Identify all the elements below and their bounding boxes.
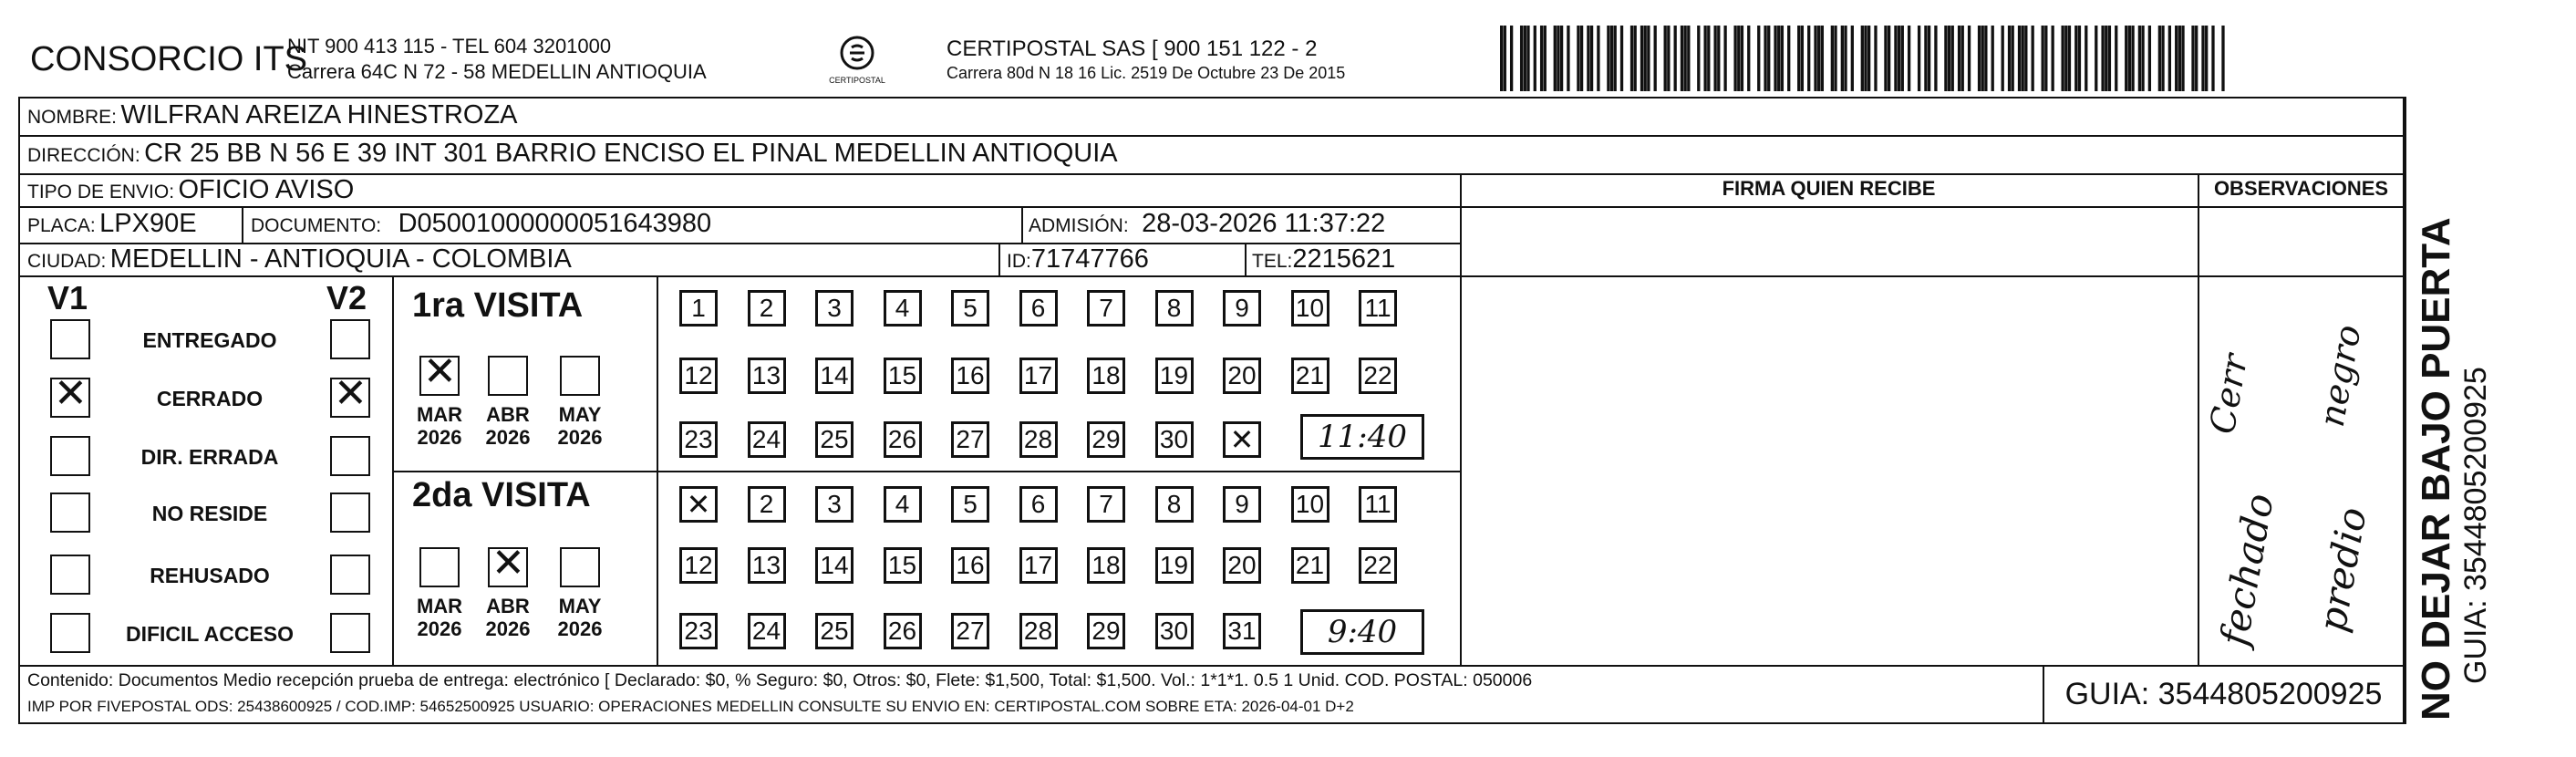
footer-imp: IMP POR FIVEPOSTAL ODS: 25438600925 / COD.IMP: 54652500925 USUARIO: OPERACIONES MEDELLIN CONSULTE SU ENVIO EN: CERTIPOSTAL.COM SOBRE ETA: 2026-04-01 D+2	[27, 698, 1354, 715]
day-box-27[interactable]: 27	[951, 421, 989, 458]
day-box-17[interactable]: 17	[1019, 547, 1058, 584]
day-box-28[interactable]: 28	[1019, 613, 1058, 649]
day-box-11[interactable]: 11	[1359, 486, 1397, 523]
day-box-4[interactable]: 4	[884, 486, 922, 523]
day-box-30[interactable]: 30	[1155, 421, 1194, 458]
day-box-14[interactable]: 14	[815, 358, 853, 394]
documento-row	[251, 209, 711, 239]
day-box-29[interactable]: 29	[1087, 421, 1125, 458]
month-checkbox-abr[interactable]	[488, 356, 528, 396]
day-box-10[interactable]: 10	[1291, 290, 1329, 327]
day-box-2[interactable]: 2	[748, 290, 786, 327]
month-check-mark: ✕	[491, 540, 525, 586]
admision-value: 28-03-2026 11:37:22	[1142, 209, 1386, 238]
admision-row	[1029, 209, 1385, 239]
side-notice	[2415, 217, 2493, 721]
first-visit-title: 1ra VISITA	[412, 286, 584, 325]
tipo-row	[27, 175, 354, 205]
state-label-0: ENTREGADO	[142, 328, 277, 352]
day-box-8[interactable]: 8	[1155, 486, 1194, 523]
day-box-5[interactable]: 5	[951, 290, 989, 327]
day-box-19[interactable]: 19	[1155, 358, 1194, 394]
day-box-1[interactable]: ✕	[679, 486, 718, 523]
day-box-29[interactable]: 29	[1087, 613, 1125, 649]
placa-row	[27, 209, 197, 239]
id-row	[1007, 244, 1149, 275]
day-box-14[interactable]: 14	[815, 547, 853, 584]
month-checkbox-mar[interactable]	[419, 547, 460, 587]
day-box-12[interactable]: 12	[679, 547, 718, 584]
nombre-value: WILFRAN AREIZA HINESTROZA	[120, 100, 518, 130]
v1-checkbox-2[interactable]	[50, 436, 90, 476]
day-box-31[interactable]: ✕	[1223, 421, 1261, 458]
day-box-21[interactable]: 21	[1291, 547, 1329, 584]
state-label-3: NO RESIDE	[151, 502, 268, 525]
month-year: 2026	[557, 426, 603, 449]
day-box-25[interactable]: 25	[815, 421, 853, 458]
day-box-22[interactable]: 22	[1359, 358, 1397, 394]
courier-license: Carrera 80d N 18 16 Lic. 2519 De Octubre 23 De 2015	[947, 64, 1346, 82]
certipostal-logo-icon	[839, 35, 875, 71]
placa-label: PLACA:	[27, 215, 96, 236]
v2-checkbox-0[interactable]	[330, 319, 370, 359]
day-box-24[interactable]: 24	[748, 613, 786, 649]
courier-name: CERTIPOSTAL SAS [ 900 151 122 - 2	[947, 36, 1318, 61]
month-label-mar: MAR	[416, 595, 463, 617]
month-year: 2026	[485, 617, 531, 640]
day-box-10[interactable]: 10	[1291, 486, 1329, 523]
tel-value: 2215621	[1292, 244, 1396, 274]
second-time: 9:40	[1327, 614, 1398, 650]
state-label-4: REHUSADO	[150, 564, 270, 587]
v1-checkbox-3[interactable]	[50, 493, 90, 533]
month-label-abr: ABR	[486, 403, 530, 426]
day-box-25[interactable]: 25	[815, 613, 853, 649]
nombre-label: NOMBRE:	[27, 107, 118, 128]
tipo-label: TIPO DE ENVIO:	[27, 181, 175, 202]
state-label-2: DIR. ERRADA	[140, 445, 279, 469]
day-box-23[interactable]: 23	[679, 421, 718, 458]
nombre-row	[27, 100, 518, 130]
day-box-20[interactable]: 20	[1223, 547, 1261, 584]
day-box-7[interactable]: 7	[1087, 486, 1125, 523]
month-label-mar: MAR	[416, 403, 463, 426]
v1-check-mark: ✕	[54, 370, 88, 417]
day-box-8[interactable]: 8	[1155, 290, 1194, 327]
day-box-28[interactable]: 28	[1019, 421, 1058, 458]
footer-contenido: Contenido: Documentos Medio recepción prueba de entrega: electrónico [ Declarado: $0, % Seguro: $0, Otros: $0, Flete: $1,500, Total: $1,500. Vol.: 1*1*1. 0.5 1 Unid. COD. POSTAL: 050006	[27, 670, 1533, 690]
obs-handwriting-3: fechado	[2211, 490, 2282, 649]
v2-checkbox-1[interactable]	[330, 370, 370, 418]
day-box-3[interactable]: 3	[815, 290, 853, 327]
obs-handwriting-4: predio	[2309, 503, 2375, 636]
v1-checkbox-5[interactable]	[50, 613, 90, 653]
month-year: 2026	[485, 426, 531, 449]
day-box-5[interactable]: 5	[951, 486, 989, 523]
barcode	[1500, 26, 2225, 91]
month-checkbox-may[interactable]	[560, 547, 600, 587]
day-box-16[interactable]: 16	[951, 358, 989, 394]
day-box-22[interactable]: 22	[1359, 547, 1397, 584]
day-box-6[interactable]: 6	[1019, 486, 1058, 523]
month-year: 2026	[417, 617, 462, 640]
day-box-2[interactable]: 2	[748, 486, 786, 523]
day-box-30[interactable]: 30	[1155, 613, 1194, 649]
company-name: CONSORCIO ITS	[30, 40, 308, 78]
footer-guia: GUIA: 3544805200925	[2064, 677, 2383, 711]
obs-handwriting-1: Cerr	[2201, 350, 2256, 438]
day-box-15[interactable]: 15	[884, 358, 922, 394]
month-label-may: MAY	[558, 403, 602, 426]
day-box-27[interactable]: 27	[951, 613, 989, 649]
placa-value: LPX90E	[99, 209, 197, 238]
admision-label: ADMISIÓN:	[1029, 215, 1129, 236]
day-box-23[interactable]: 23	[679, 613, 718, 649]
month-label-abr: ABR	[486, 595, 530, 617]
day-box-1[interactable]: 1	[679, 290, 718, 327]
id-value: 71747766	[1030, 244, 1149, 274]
v2-checkbox-2[interactable]	[330, 436, 370, 476]
month-checkbox-may[interactable]	[560, 356, 600, 396]
direccion-label: DIRECCIÓN:	[27, 145, 140, 166]
v1-checkbox-1[interactable]	[50, 370, 90, 418]
ciudad-row	[27, 244, 572, 275]
day-box-24[interactable]: 24	[748, 421, 786, 458]
second-time-box	[1300, 609, 1424, 655]
day-box-18[interactable]: 18	[1087, 358, 1125, 394]
month-year: 2026	[557, 617, 603, 640]
tel-row	[1252, 244, 1395, 275]
day-box-21[interactable]: 21	[1291, 358, 1329, 394]
v1-checkbox-4[interactable]	[50, 555, 90, 595]
month-label-may: MAY	[558, 595, 602, 617]
state-label-1: CERRADO	[156, 387, 264, 410]
v1-checkbox-0[interactable]	[50, 319, 90, 359]
v2-checkbox-5[interactable]	[330, 613, 370, 653]
v1-label: V1	[47, 279, 88, 316]
certipostal-logo	[825, 35, 889, 86]
day-box-13[interactable]: 13	[748, 358, 786, 394]
first-time: 11:40	[1318, 419, 1407, 455]
observaciones-header: OBSERVACIONES	[2213, 177, 2389, 200]
id-label: ID:	[1007, 251, 1031, 272]
day-box-31[interactable]: 31	[1223, 613, 1261, 649]
direccion-value: CR 25 BB N 56 E 39 INT 301 BARRIO ENCISO EL PINAL MEDELLIN ANTIOQUIA	[144, 139, 1118, 168]
day-box-13[interactable]: 13	[748, 547, 786, 584]
day-box-26[interactable]: 26	[884, 613, 922, 649]
company-nit: NIT 900 413 115 - TEL 604 3201000	[287, 35, 612, 57]
month-checkbox-abr[interactable]	[488, 540, 528, 587]
v2-checkbox-4[interactable]	[330, 555, 370, 595]
tipo-value: OFICIO AVISO	[178, 175, 355, 204]
second-visit-title: 2da VISITA	[412, 476, 591, 514]
day-box-4[interactable]: 4	[884, 290, 922, 327]
day-box-15[interactable]: 15	[884, 547, 922, 584]
day-box-20[interactable]: 20	[1223, 358, 1261, 394]
day-box-6[interactable]: 6	[1019, 290, 1058, 327]
day-box-9[interactable]: 9	[1223, 290, 1261, 327]
month-checkbox-mar[interactable]	[419, 348, 460, 396]
day-box-19[interactable]: 19	[1155, 547, 1194, 584]
v2-label: V2	[326, 279, 367, 316]
logo-caption: CERTIPOSTAL	[829, 76, 885, 85]
v2-check-mark: ✕	[334, 370, 367, 417]
day-box-3[interactable]: 3	[815, 486, 853, 523]
day-box-7[interactable]: 7	[1087, 290, 1125, 327]
direccion-row	[27, 139, 1118, 169]
firma-header: FIRMA QUIEN RECIBE	[1722, 177, 1936, 200]
month-year: 2026	[417, 426, 462, 449]
first-time-box	[1300, 414, 1424, 460]
v2-checkbox-3[interactable]	[330, 493, 370, 533]
day-box-11[interactable]: 11	[1359, 290, 1397, 327]
ciudad-label: CIUDAD:	[27, 251, 107, 272]
day-box-18[interactable]: 18	[1087, 547, 1125, 584]
tel-label: TEL:	[1252, 251, 1293, 272]
company-address: Carrera 64C N 72 - 58 MEDELLIN ANTIOQUIA	[287, 60, 707, 83]
day-box-9[interactable]: 9	[1223, 486, 1261, 523]
state-label-5: DIFICIL ACCESO	[125, 622, 294, 646]
day-box-17[interactable]: 17	[1019, 358, 1058, 394]
day-box-16[interactable]: 16	[951, 547, 989, 584]
day-box-12[interactable]: 12	[679, 358, 718, 394]
documento-label: DOCUMENTO:	[251, 215, 382, 236]
obs-handwriting-2: negro	[2311, 321, 2369, 430]
side-notice-text: NO DEJAR BAJO PUERTA	[2414, 217, 2458, 721]
documento-value: D05001000000051643980	[398, 209, 712, 238]
month-check-mark: ✕	[423, 348, 457, 395]
day-box-26[interactable]: 26	[884, 421, 922, 458]
side-guia: GUIA: 3544805200925	[2458, 367, 2493, 684]
ciudad-value: MEDELLIN - ANTIOQUIA - COLOMBIA	[109, 244, 572, 274]
